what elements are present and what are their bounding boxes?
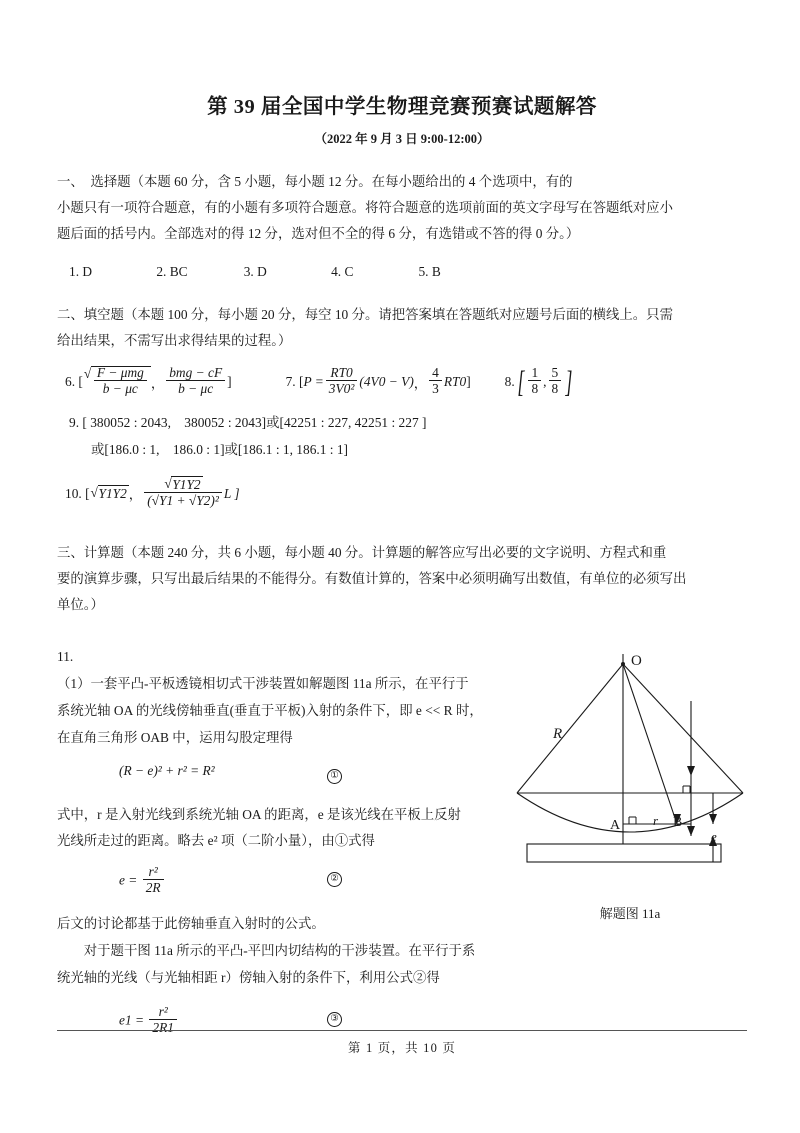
equation-1-body: (R − e)² + r² = R²	[119, 762, 215, 778]
q7-frac2-num: 4	[432, 364, 439, 380]
problem-11-text	[57, 644, 487, 1041]
right-angle-mark-b	[683, 786, 690, 793]
problem-11-p3-line2: 对于题干图 11a 所示的平凸-平凹内切结构的干涉装置。在平行于系	[57, 943, 476, 959]
figure-label-r-distance: r	[653, 813, 659, 829]
page-title: 第 39 届全国中学生物理竞赛预赛试题解答	[207, 96, 597, 118]
equation-2	[57, 866, 487, 902]
section-three-line3: 单位。）	[57, 597, 104, 613]
equation-2-num: r²	[148, 864, 158, 880]
q7-rt: RT0	[443, 374, 467, 390]
figure-11a	[505, 646, 755, 922]
section-one-line3: 题后面的括号内。全部选对的得 12 分，选对但不全的得 6 分，有选错或不答的得 0 分。）	[57, 225, 580, 241]
answer-q9-line1: 9. [ 380052 : 2043, 380052 : 2043]或[42251 : 227, 42251 : 227 ]	[69, 415, 427, 431]
q7-frac-den: 3V0²	[326, 380, 358, 396]
answer-q7: 7. [ P = $\frac{RT0}{\text{3V0²}}$ (4V0 − V) ， $\frac{4}{3}$ RT0 ]	[285, 364, 471, 396]
equation-1-tag: ①	[327, 767, 342, 784]
problem-11-p3-line3: 统光轴的光线（与光轴相距 r）傍轴入射的条件下，利用公式②得	[57, 969, 440, 985]
answer-4: 4. C	[331, 264, 354, 280]
answer-q8: 8. [ $\frac{1}{8}$ , $\frac{5}{8}$ ]	[504, 364, 573, 400]
equation-1	[57, 763, 487, 793]
section-two-line2: 给出结果，不需写出求得结果的过程。）	[57, 333, 292, 349]
figure-11a-caption: 解题图 11a	[599, 906, 661, 922]
arrowhead-e-top	[709, 814, 717, 824]
fill-answers-row-678	[57, 366, 747, 398]
q8-frac1-den: 8	[528, 380, 541, 396]
equation-3-den: 2R1	[149, 1019, 177, 1035]
radius-right-line	[623, 664, 743, 793]
equation-2-lhs: e =	[119, 872, 138, 888]
q7-tail: (4V0 − V)	[359, 374, 414, 390]
q6-frac2-den: b − μc	[166, 380, 225, 396]
problem-11-p2-line1: 式中，r 是入射光线到系统光轴 OA 的距离，e 是该光线在平板上反射	[57, 806, 461, 822]
answer-2: 2. BC	[156, 264, 188, 280]
figure-11a-drawing	[505, 646, 755, 896]
q10-sqrt1: Y1Y2	[98, 486, 127, 502]
radius-left-line	[517, 664, 623, 793]
problem-11-p1-line2: 系统光轴 OA 的光线傍轴垂直(垂直于平板)入射的条件下，即 e << R 时，	[57, 702, 483, 718]
footer-divider	[57, 1030, 747, 1031]
q10-tail: L ]	[223, 485, 240, 501]
right-bracket: ]	[565, 365, 573, 400]
problem-11-p1-line1: （1）一套平凸-平板透镜相切式干涉装置如解题图 11a 所示，在平行于	[57, 676, 469, 692]
section-two-line1: 二、填空题（本题 100 分，每小题 20 分，每空 10 分。请把答案填在答题纸对应题号后面的横线上。只需	[57, 307, 673, 323]
figure-label-r-radius: R	[553, 726, 563, 743]
answer-5: 5. B	[418, 264, 441, 280]
answer-q10: 10. [ √ Y1Y2 ， √ Y1Y2 (√Y1 + √Y2)² L ]	[65, 475, 240, 508]
left-bracket: [	[517, 365, 525, 400]
equation-3-tag: ③	[327, 1010, 342, 1027]
ray-ob-line	[623, 664, 677, 824]
q7-frac-num: RT0	[330, 364, 353, 380]
arrowhead-incident-mid	[687, 766, 695, 776]
section-one-heading: 一、 选择题（本题 60 分，含 5 小题，每小题 12 分。在每小题给出的 4 个选项中，有的	[57, 173, 573, 189]
equation-3-lhs: e1 =	[119, 1012, 145, 1028]
right-angle-mark-a	[629, 817, 636, 824]
section-one-line2: 小题只有一项符合题意，有的小题有多项符合题意。将符合题意的选项前面的英文字母写在答题纸对应小	[57, 199, 673, 215]
answer-1: 1. D	[69, 264, 93, 280]
equation-2-tag: ②	[327, 870, 342, 887]
q7-lhs: P =	[303, 374, 324, 390]
figure-label-e: e	[711, 829, 717, 845]
page-content	[57, 0, 747, 1051]
q10-frac-den: (√Y1 + √Y2)²	[144, 492, 222, 508]
choice-answers-row	[57, 264, 747, 280]
section-three-line2: 要的演算步骤，只写出最后结果的不能得分。有数值计算的，答案中必须明确写出数值，有单位的必须写出	[57, 571, 687, 587]
problem-11	[57, 644, 747, 1041]
glass-plate-rect	[527, 844, 721, 862]
q10-frac-num: √ Y1Y2	[164, 475, 201, 492]
figure-label-o: O	[631, 653, 642, 670]
arrowhead-incident-low	[687, 826, 695, 836]
equation-2-den: 2R	[143, 879, 164, 895]
q6-frac1-den: b − μc	[94, 380, 147, 396]
equation-3-num: r²	[158, 1003, 168, 1019]
apex-dot	[621, 662, 625, 666]
concave-arc	[517, 793, 743, 832]
figure-label-a: A	[610, 818, 621, 834]
problem-11-p1-line3: 在直角三角形 OAB 中，运用勾股定理得	[57, 729, 293, 745]
q6-frac1-num: F − μmg	[96, 365, 144, 381]
problem-11-number: 11.	[57, 649, 74, 665]
q6-frac2-num: bmg − cF	[169, 364, 223, 380]
answer-q6: 6. [ √ $\frac{\text{F − μmg}}{b - \mu c}$ ， $\frac{\text{bmg − cF}}{b - \mu c}$ ]	[65, 364, 232, 397]
footer-page-number: 第 1 页，共 10 页	[347, 1041, 457, 1055]
answer-q9-line2: 或[186.0 : 1, 186.0 : 1]或[186.1 : 1, 186.1 : 1]	[91, 442, 349, 458]
problem-11-p3-line1: 后文的讨论都基于此傍轴垂直入射时的公式。	[57, 916, 325, 932]
q8-frac2-num: 5	[551, 364, 559, 380]
answer-3: 3. D	[243, 264, 267, 280]
figure-label-b: B	[673, 815, 683, 831]
q8-frac1-num: 1	[531, 364, 539, 380]
q7-frac2-den: 3	[429, 380, 442, 396]
q8-frac2-den: 8	[549, 380, 562, 396]
page-footer	[57, 1030, 747, 1056]
problem-11-p2-line2: 光线所走过的距离。略去 e² 项（二阶小量），由①式得	[57, 833, 375, 849]
answer-q10-row	[57, 475, 747, 510]
section-three-line1: 三、计算题（本题 240 分，共 6 小题，每小题 40 分。计算题的解答应写出必要的文字说明、方程式和重	[57, 544, 667, 560]
page-subtitle: （2022 年 9 月 3 日 9:00-12:00）	[314, 131, 490, 146]
